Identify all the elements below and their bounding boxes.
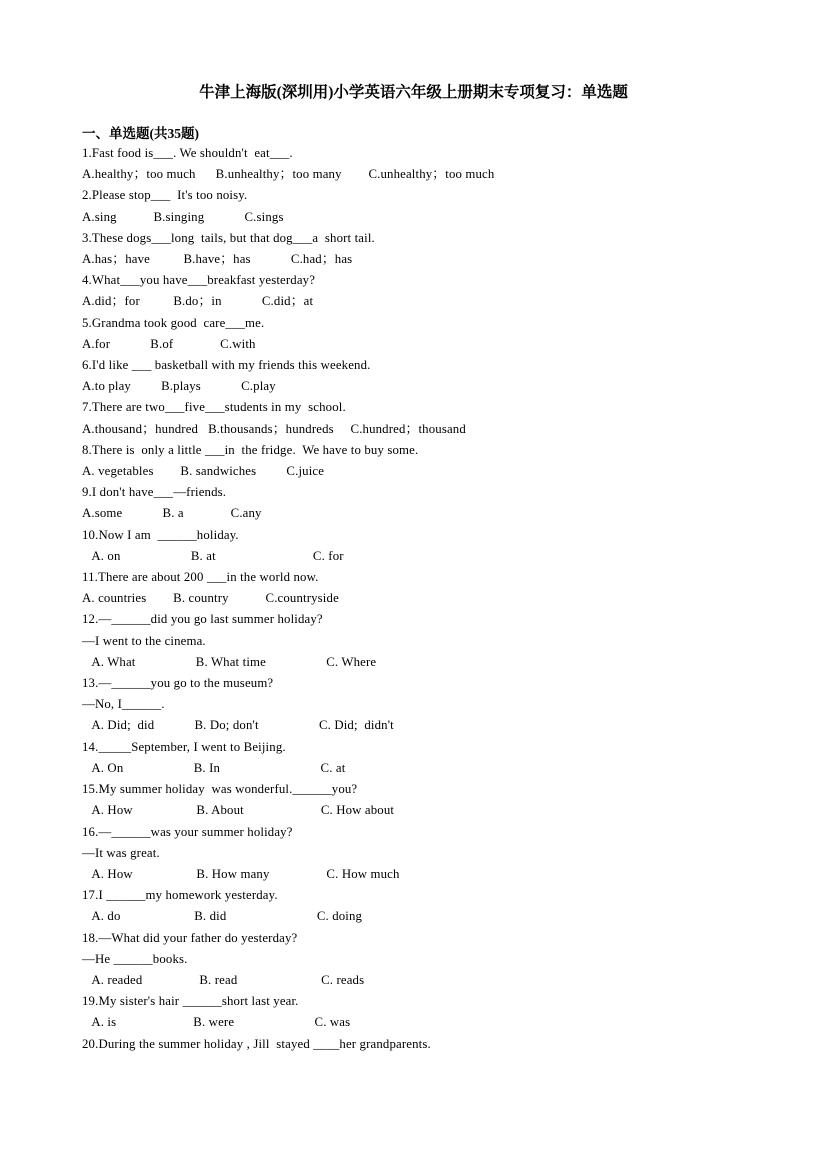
question-line: 2.Please stop___ It's too noisy. — [82, 188, 248, 203]
question-line: A.did；for B.do；in C.did；at — [82, 294, 314, 309]
question-line: 10.Now I am ______holiday. — [82, 527, 239, 542]
question-line: —It was great. — [82, 845, 160, 860]
question-line: 13.—______you go to the museum? — [82, 676, 274, 691]
question-line: 18.—What did your father do yesterday? — [82, 930, 298, 945]
section-heading: 一、单选题(共35题) — [82, 126, 199, 141]
question-line: 8.There is only a little ___in the fridge. We have to buy some. — [82, 442, 419, 457]
question-line: —No, I______. — [82, 697, 165, 712]
question-line: A.healthy；too much B.unhealthy；too many C.unhealthy；too much — [82, 167, 495, 182]
question-line: A.some B. a C.any — [82, 506, 262, 521]
question-line: A.thousand；hundred B.thousands；hundreds C.hundred；thousand — [82, 421, 466, 436]
question-line: A. What B. What time C. Where — [82, 654, 377, 669]
question-line: —I went to the cinema. — [82, 633, 206, 648]
question-line: A.has；have B.have；has C.had；has — [82, 252, 353, 267]
question-line: A. On B. In C. at — [82, 760, 346, 775]
question-line: 15.My summer holiday was wonderful.______you? — [82, 782, 358, 797]
question-line: 16.—______was your summer holiday? — [82, 824, 293, 839]
question-line: 4.What___you have___breakfast yesterday? — [82, 273, 316, 288]
page-title: 牛津上海版(深圳用)小学英语六年级上册期末专项复习：单选题 — [199, 84, 628, 101]
question-line: A.to play B.plays C.play — [82, 379, 276, 394]
question-list — [82, 143, 782, 1055]
question-line: A.sing B.singing C.sings — [82, 209, 284, 224]
question-line: 19.My sister's hair ______short last year. — [82, 994, 299, 1009]
question-line: A.for B.of C.with — [82, 336, 256, 351]
question-line: 1.Fast food is___. We shouldn't eat___. — [82, 146, 293, 160]
question-line: A. do B. did C. doing — [82, 909, 363, 924]
question-line: 11.There are about 200 ___in the world now. — [82, 570, 319, 585]
question-line: 6.I'd like ___ basketball with my friends this weekend. — [82, 358, 371, 373]
question-line: 12.—______did you go last summer holiday? — [82, 612, 323, 627]
question-line: A. Did; did B. Do; don't C. Did; didn't — [82, 718, 394, 733]
question-line: A. readed B. read C. reads — [82, 972, 365, 987]
question-line: A. on B. at C. for — [82, 548, 344, 563]
question-line: A. How B. About C. How about — [82, 803, 395, 818]
question-line: 14._____September, I went to Beijing. — [82, 739, 286, 754]
question-line: A. countries B. country C.countryside — [82, 591, 339, 606]
question-line: —He ______books. — [82, 951, 188, 966]
question-line: A. vegetables B. sandwiches C.juice — [82, 464, 325, 479]
question-line: 3.These dogs___long tails, but that dog___a short tail. — [82, 230, 375, 245]
question-line: 7.There are two___five___students in my school. — [82, 400, 346, 415]
question-line: 9.I don't have___—friends. — [82, 485, 227, 500]
question-line: 5.Grandma took good care___me. — [82, 315, 265, 330]
question-line: A. How B. How many C. How much — [82, 866, 400, 881]
question-line: 20.During the summer holiday , Jill stayed ____her grandparents. — [82, 1036, 431, 1051]
question-line: A. is B. were C. was — [82, 1015, 351, 1030]
question-line: 17.I ______my homework yesterday. — [82, 888, 278, 903]
